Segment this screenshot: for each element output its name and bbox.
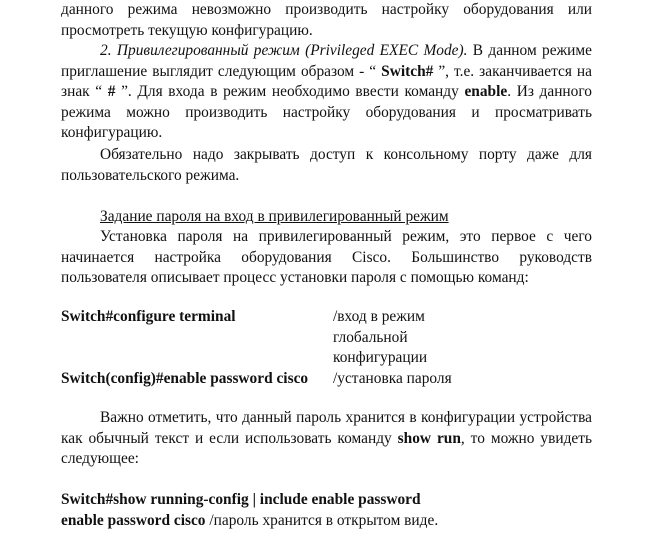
text: ”, т.е. заканчивается на знак “ [61,62,593,100]
command-comment: /установка пароля [333,370,452,387]
paragraph-privileged-mode [61,41,592,144]
prompt-text: Switch# [381,62,434,80]
hash-text: # [107,83,116,100]
command-comment: конфигурации [333,349,428,366]
show-command-line [61,490,421,510]
paragraph-console-access: Обязательно надо закрывать доступ к консольному порту даже для пользовательского режима. [61,146,592,184]
command-text: Switch(config)#enable password cisco [61,370,309,387]
privileged-mode-title: 2. Привилегированный режим (Privileged EXEC Mode). [100,42,468,59]
section-heading: Задание пароля на вход в привилегированный режим [100,208,449,225]
command-text: Switch#show running-config | include enable password [61,491,421,508]
show-run-command: show run [397,429,461,447]
text: Важно отметить, что данный пароль хранится в конфигурации устройства как обычный текст и если использовать команду [61,409,592,447]
text: ”. Для входа в режим необходимо ввести команду [115,83,465,100]
command-comment: глобальной [333,329,408,346]
paragraph-plaintext-warning [61,408,592,470]
output-comment: /пароль хранится в открытом виде. [205,512,439,529]
text: , то можно увидеть следующее: [61,429,592,467]
paragraph-password-setup: Установка пароля на привилегированный режим, это первое с чего начинается настройка оборудования Cisco. Большинство руководств пользователя описывает процесс установки пароля с помощью команд: [61,228,592,286]
command-text: Switch#configure terminal [61,308,236,325]
show-output-line [61,511,438,531]
text: В данном режиме приглашение выглядит следующим образом - “ [61,42,592,80]
paragraph-user-mode-tail: данного режима невозможно производить настройку оборудования или просмотреть текущую конфигурацию. [61,1,592,39]
enable-command: enable [464,83,508,100]
command-comment: /вход в режим [333,308,425,325]
output-text: enable password cisco [61,512,206,529]
text: . Из данного режима можно производить настройку оборудования и просматривать конфигурацию. [61,83,592,141]
